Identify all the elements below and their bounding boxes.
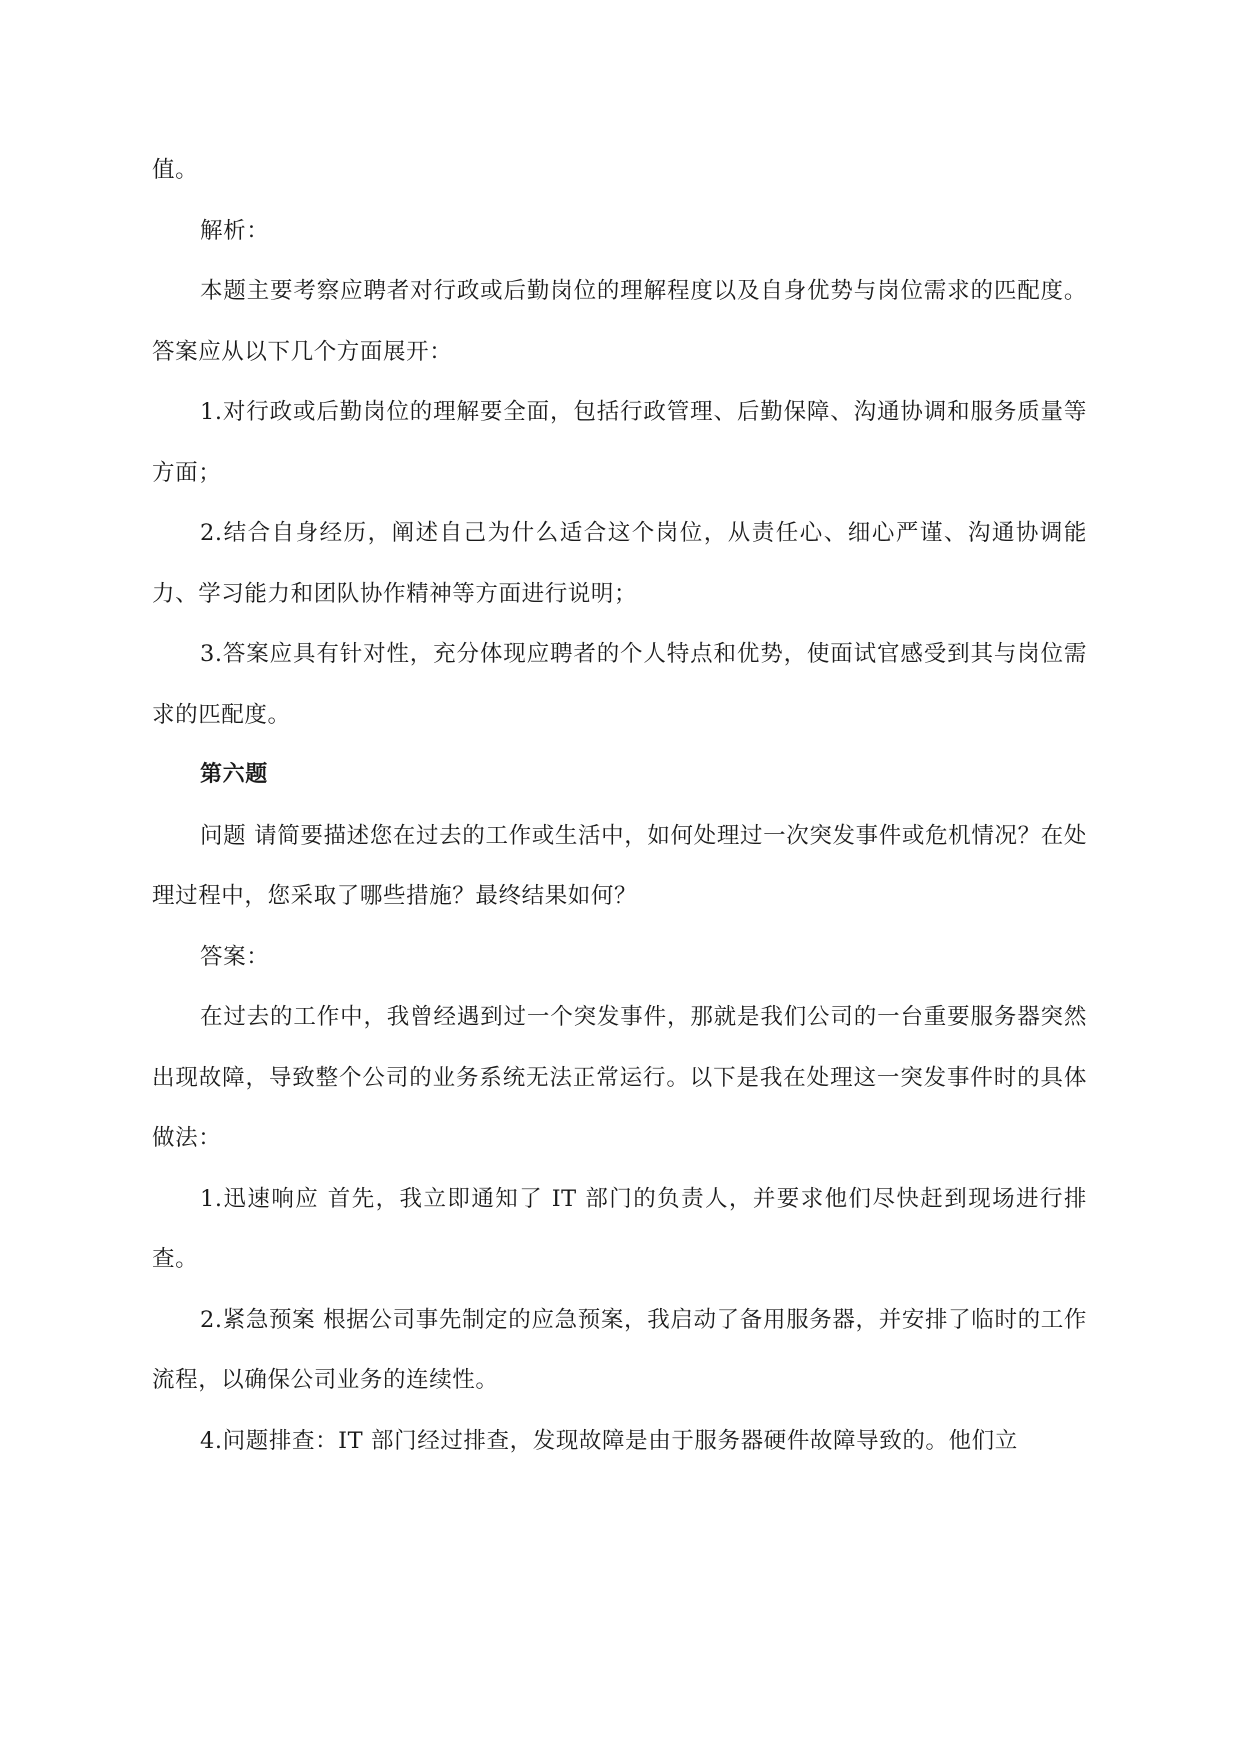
analysis-point-2: 2.结合自身经历，阐述自己为什么适合这个岗位，从责任心、细心严谨、沟通协调能力、学习能力和团队协作精神等方面进行说明； [152, 520, 1087, 607]
section-heading: 第六题 [200, 762, 268, 787]
analysis-point-3: 3.答案应具有针对性，充分体现应聘者的个人特点和优势，使面试官感受到其与岗位需求的匹配度。 [152, 641, 1087, 728]
answer-label: 答案： [200, 943, 270, 970]
answer-intro: 在过去的工作中，我曾经遇到过一个突发事件，那就是我们公司的一台重要服务器突然出现故障，导致整个公司的业务系统无法正常运行。以下是我在处理这一突发事件时的具体做法： [152, 1004, 1087, 1151]
question-text: 问题 请简要描述您在过去的工作或生活中，如何处理过一次突发事件或危机情况？在处理过程中，您采取了哪些措施？最终结果如何？ [152, 822, 1087, 909]
document-page [152, 140, 1087, 1471]
analysis-intro: 本题主要考察应聘者对行政或后勤岗位的理解程度以及自身优势与岗位需求的匹配度。答案应从以下几个方面展开： [152, 278, 1087, 365]
answer-step-4: 4.问题排查：IT 部门经过排查，发现故障是由于服务器硬件故障导致的。他们立 [200, 1427, 1018, 1454]
analysis-point-1: 1.对行政或后勤岗位的理解要全面，包括行政管理、后勤保障、沟通协调和服务质量等方面； [152, 399, 1087, 486]
analysis-label: 解析： [200, 217, 270, 244]
paragraph-continuation: 值。 [152, 157, 199, 183]
answer-step-2: 2.紧急预案 根据公司事先制定的应急预案，我启动了备用服务器，并安排了临时的工作流程，以确保公司业务的连续性。 [152, 1306, 1087, 1393]
answer-step-1: 1.迅速响应 首先，我立即通知了 IT 部门的负责人，并要求他们尽快赶到现场进行排查。 [152, 1185, 1087, 1272]
